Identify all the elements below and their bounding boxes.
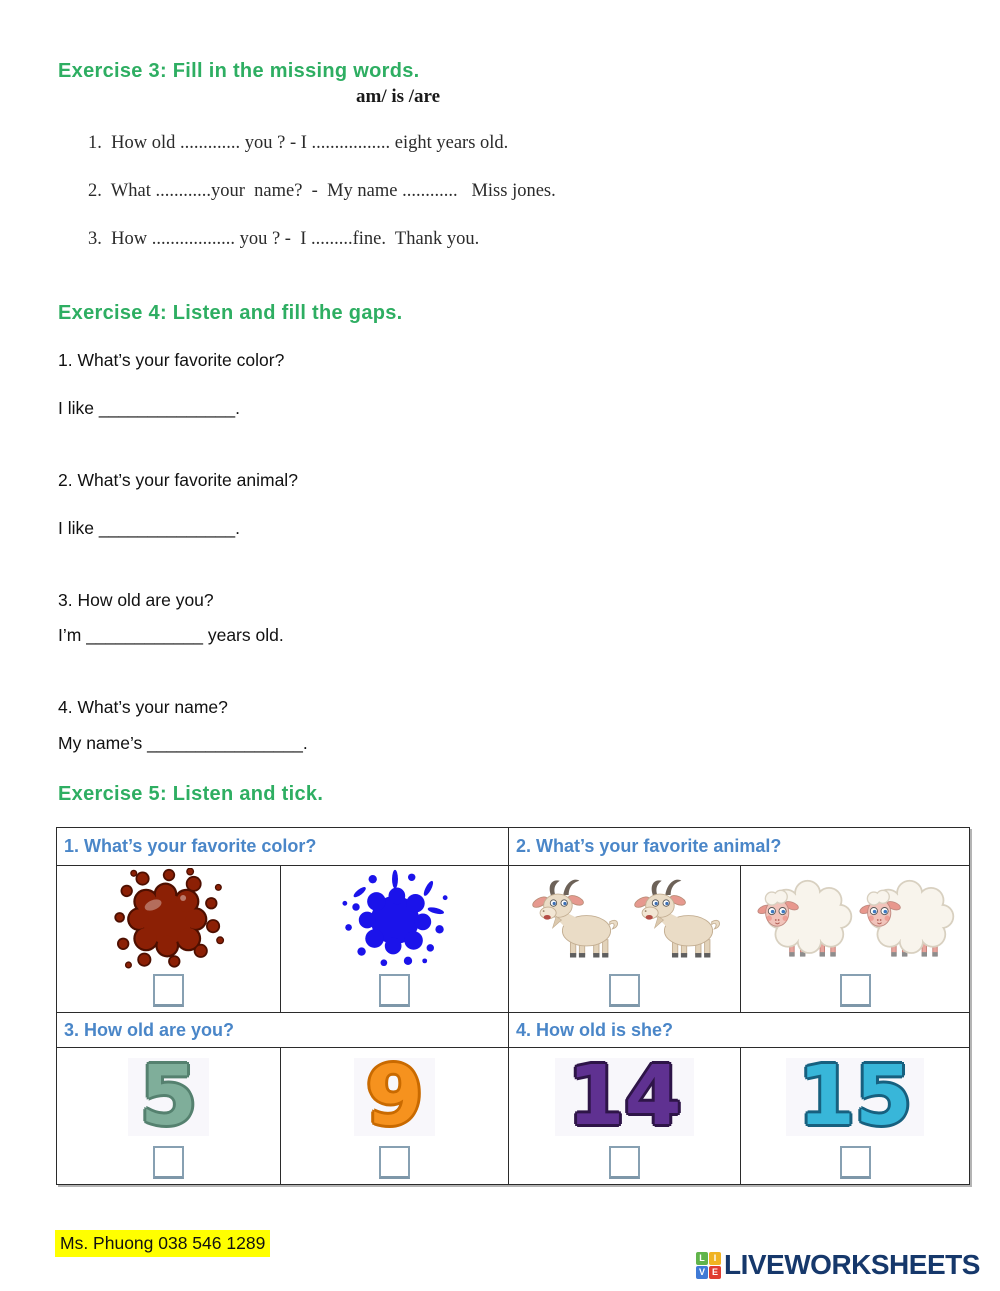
option-cell-goats (509, 866, 741, 1013)
ex4-answer-blank-1[interactable]: I like ______________. (58, 398, 240, 418)
number-9: 9 (354, 1058, 435, 1136)
tick-checkbox-sheep[interactable] (840, 974, 871, 1007)
option-cell-number-14 (509, 1048, 741, 1184)
number-14: 14 (555, 1058, 693, 1136)
liveworksheets-logo[interactable] (696, 1249, 980, 1281)
option-cell-number-9 (281, 1048, 509, 1184)
ex4-answer-blank-3[interactable]: I’m ____________ years old. (58, 625, 284, 645)
ex4-question-3: 3. How old are you? (58, 590, 214, 610)
option-cell-blue-splat (281, 866, 509, 1013)
exercise3-subtitle: am/ is /are (356, 86, 441, 107)
tick-checkbox-14[interactable] (609, 1146, 640, 1179)
sheep-icon (856, 872, 956, 968)
option-cell-number-15 (741, 1048, 969, 1184)
option-cell-red-splat (57, 866, 281, 1013)
goat-icon (524, 872, 624, 968)
ex4-question-1: 1. What’s your favorite color? (58, 350, 285, 370)
liveworksheets-logo-text: LIVEWORKSHEETS (724, 1249, 980, 1280)
teacher-credit: Ms. Phuong 038 546 1289 (55, 1230, 270, 1257)
table-question-age-you: 3. How old are you? (57, 1013, 509, 1048)
blue-paint-splat-icon (337, 868, 453, 972)
fill-in-sentence-3[interactable]: 3. How .................. you ? - I .........fine. Thank you. (88, 229, 480, 249)
number-5: 5 (128, 1058, 209, 1136)
table-question-animal: 2. What’s your favorite animal? (509, 828, 969, 866)
exercise4-title: Exercise 4: Listen and fill the gaps. (58, 302, 403, 324)
tick-checkbox-red[interactable] (153, 974, 184, 1007)
goat-icon (626, 872, 726, 968)
ex4-answer-blank-2[interactable]: I like ______________. (58, 518, 240, 538)
option-cell-number-5 (57, 1048, 281, 1184)
table-question-age-she: 4. How old is she? (509, 1013, 969, 1048)
fill-in-sentence-2[interactable]: 2. What ............your name? - My name ............ Miss jones. (88, 181, 556, 201)
table-question-color: 1. What’s your favorite color? (57, 828, 509, 866)
ex4-question-2: 2. What’s your favorite animal? (58, 470, 298, 490)
tick-checkbox-goats[interactable] (609, 974, 640, 1007)
logo-square-e: E (709, 1266, 721, 1279)
number-15: 15 (786, 1058, 924, 1136)
exercise5-table (56, 827, 970, 1185)
red-paint-splat-icon (110, 868, 228, 972)
logo-square-v: V (696, 1266, 708, 1279)
exercise3-title: Exercise 3: Fill in the missing words. (58, 60, 420, 82)
fill-in-sentence-1[interactable]: 1. How old ............. you ? - I ................. eight years old. (88, 133, 509, 153)
tick-checkbox-15[interactable] (840, 1146, 871, 1179)
sheep-icon (754, 872, 854, 968)
tick-checkbox-5[interactable] (153, 1146, 184, 1179)
tick-checkbox-blue[interactable] (379, 974, 410, 1007)
liveworksheets-logo-icon (696, 1252, 721, 1279)
ex4-answer-blank-4[interactable]: My name’s ________________. (58, 733, 308, 753)
logo-square-i: I (709, 1252, 721, 1265)
option-cell-sheep (741, 866, 969, 1013)
ex4-question-4: 4. What’s your name? (58, 697, 228, 717)
logo-square-l: L (696, 1252, 708, 1265)
exercise5-title: Exercise 5: Listen and tick. (58, 783, 324, 805)
tick-checkbox-9[interactable] (379, 1146, 410, 1179)
